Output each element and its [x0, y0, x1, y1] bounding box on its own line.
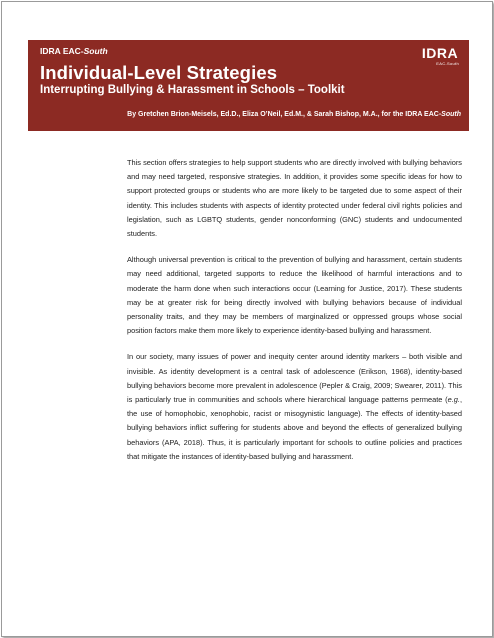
logo-subtext: EAC-South — [436, 61, 459, 66]
org-tag-suffix: South — [83, 46, 108, 56]
header-banner — [28, 40, 469, 131]
org-tag-prefix: IDRA EAC- — [40, 46, 84, 56]
page-subtitle: Interrupting Bullying & Harassment in Schools – Toolkit — [40, 84, 345, 96]
author-line-suffix: South — [441, 111, 461, 118]
paragraph-1: This section offers strategies to help support students who are directly involved with bullying behaviors and may need targeted, responsive strategies. In addition, it provides some specific ideas for how to support protected groups or students who are more likely to be targeted due to some aspect of their identity. This includes students with aspects of identity protected under federal civil rights policies and legislation, such as LGBTQ students, gender nonconforming (GNC) students and undocumented students. — [127, 158, 462, 239]
body-text — [127, 156, 462, 476]
paragraph-3 — [127, 350, 462, 464]
author-line — [127, 111, 461, 118]
org-tag — [40, 46, 108, 56]
idra-logo — [421, 45, 459, 66]
logo-word: IDRA — [421, 45, 459, 61]
page-title: Individual-Level Strategies — [40, 62, 278, 83]
document-page — [1, 1, 493, 637]
author-line-prefix: By Gretchen Brion-Meisels, Ed.D., Eliza O’Neil, Ed.M., & Sarah Bishop, M.A., for the IDRA EAC- — [127, 111, 442, 118]
paragraph-2: Although universal prevention is critical to the prevention of bullying and harassment, certain students may need additional, targeted supports to reduce the likelihood of harmful interactions and to moderate the harm done when such interactions occur (Learning for Justice, 2017). These students may be at greater risk for being directly involved with bullying behaviors because of individual personality traits, and they may be members of marginalized or oppressed groups whose social position factors make them more likely to experience identity-based bullying and harassment. — [127, 255, 462, 336]
paragraph-3-part-2: , the use of homophobic, xenophobic, racist or misogynistic language). The effects of identity-based bullying behaviors inflict suffering for students above and beyond the effects of generalized bullying behaviors (APA, 2018). Thus, it is particularly important for schools to outline policies and practices that mitigate the instances of identity-based bullying and harassment. — [127, 395, 462, 461]
paragraph-3-part-1: In our society, many issues of power and inequity center around identity markers – both visible and invisible. As identity development is a central task of adolescence (Erikson, 1968), identity-based bullying behaviors become more prevalent in adolescence (Pepler & Craig, 2009; Swearer, 2011). This is particularly true in communities and schools where hierarchical language patterns permeate ( — [127, 352, 462, 405]
paragraph-3-eg: e.g. — [447, 395, 460, 405]
